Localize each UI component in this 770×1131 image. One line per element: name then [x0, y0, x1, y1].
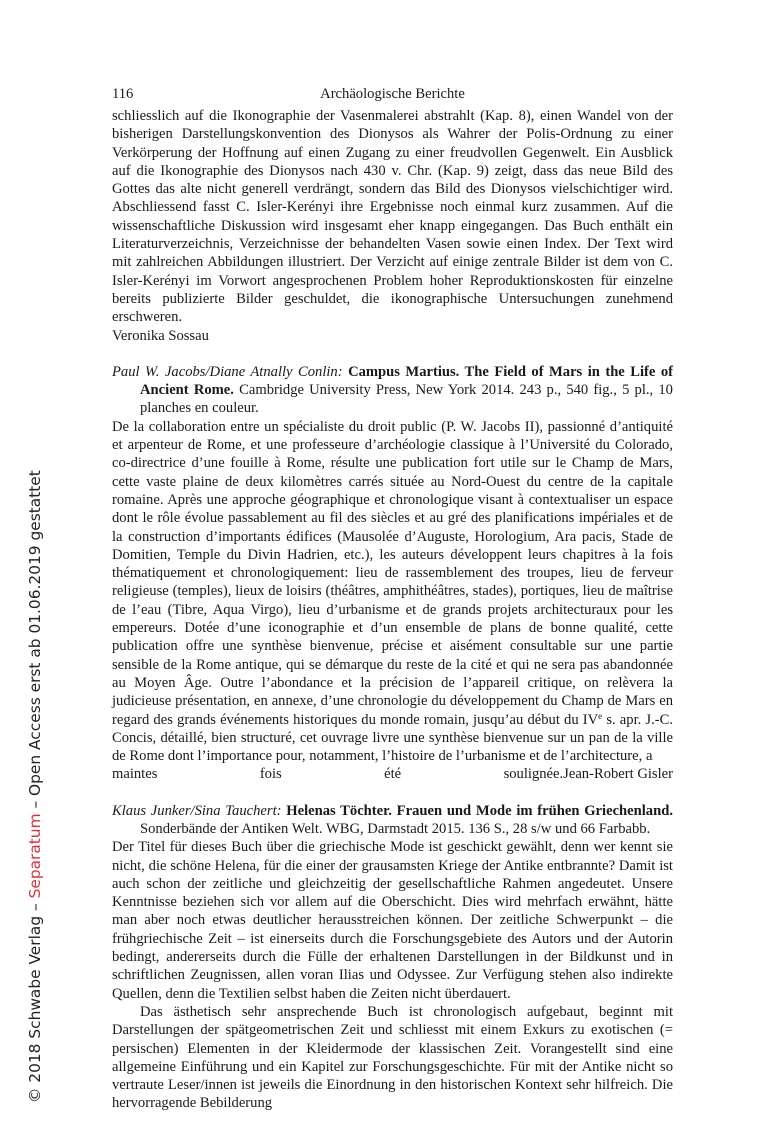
review2-body: De la collaboration entre un spécialiste du droit public (P. W. Jacobs II), passionné d’antiquité et arpenteur de Rome, et une professeure d’archéologie classique à l’Université du Colorado, co-directrice d’une fouille à Rome, résulte une publication fort utile sur le Champ de Mars, cette vaste plaine de deux kilomètres carrés située au Nord-Ouest du centre de la capitale romaine. Après une approche géographique et chronologique visant à contextualiser un espace dont le rôle évolue passablement au fil des siècles et au gré des planifications impériales et de la construction d’importants édifices (Mausolée d’Auguste, Horologium, Ara pacis, Stade de Domitien, Temple du Divin Hadrien, etc.), les auteurs développent leurs chapitres à la fois thématiquement et chronologiquement: lieu de rassemblement des troupes, lieu de ferveur religieuse (temples), lieux de loisirs (théâtres, amphithéâtres, stades), portiques, lieu de maîtrise de l’eau (Tibre, Aqua Virgo), lieu d’urbanisme et de grands projets architecturaux pour les empereurs. Dotée d’une iconographie et d’un ensemble de plans de bonne qualité, cette publication offre une synthèse bienvenue, précise et aisément consultable sur une partie sensible de la Rome antique, qui se démarque du reste de la cité et qui ne sera pas abandonnée au Moyen Âge. Outre l’abondance et la précision de l’appareil critique, on relèvera la judicieuse présentation, en annexe, d’une chronologie du développement du Champ de Mars en regard des grands événements historiques du monde romain, jusqu’au début du IVe s. apr. J.-C. Concis, détaillé, bien structuré, cet ouvrage livre une synthèse bienvenue sur un pan de la ville de Rome dont l’importance pour, notamment, l’histoire de l’urbanisme et de l’architecture, a [112, 418, 673, 765]
review3-paragraph-1: Der Titel für dieses Buch über die griechische Mode ist geschickt gewählt, denn wer kennt sie nicht, die schöne Helena, für die einer der grausamsten Kriege der Antike entbrannte? Damit ist auch schon der zeitliche und gleichzeitig der gesellschaftliche Rahmen angedeutet. Unsere Kenntnisse beziehen sich vor allem auf die Oberschicht. Dies wird mehrfach erwähnt, hätte man aber noch etwas deutlicher herausstreichen können. Der zeitliche Schwerpunkt – die frühgriechische Zeit – ist einerseits durch die Forschungsgebiete des Autors und der Autorin bedingt, andererseits durch die Fülle der erhaltenen Darstellungen in der Bildkunst und in schriftlichen Zeugnissen, allen voran Ilias und Odyssee. Zur Verfügung stehen also indirekte Quellen, denn die Textilien selbst haben die Zeiten nicht überdauert. [112, 839, 673, 1002]
review3-authors: Klaus Junker/Sina Tauchert: [112, 802, 282, 819]
review1-continuation: schliesslich auf die Ikonographie der Vasenmalerei abstrahlt (Kap. 8), einen Wandel von der bisherigen Darstellungskonvention des Dionysos als Wahrer der Polis-Ordnung zu einer Verkörperung der Hoffnung auf einen Zugang zu einer freudvollen Gegenwelt. Ein Ausblick auf die Ikonographie des Dionysos nach 430 v. Chr. (Kap. 9) zeigt, dass das neue Bild des Gottes das alte nicht generell verdrängt, sondern das Bild des Dionysos vielschichtiger wird. Abschliessend fasst C. Isler-Kerényi ihre Ergebnisse noch einmal kurz zusammen. Auf die wissenschaftliche Diskussion wird insgesamt eher knapp eingegangen. Das Buch enthält ein Literaturverzeichnis, Verzeichnisse der behandelten Vasen sowie einen Index. Der Text wird mit zahlreichen Abbildungen illustriert. Der Verzicht auf einige zentrale Bilder ist dem von C. Isler-Kerényi im Vorwort angesprochenen Problem hoher Reproduktionskosten für einzelne bereits publizierte Bilder geschuldet, die ikonographische Untersuchungen zunehmend erschweren. [112, 108, 673, 326]
copyright-side-note [22, 470, 48, 1103]
running-header [112, 84, 673, 104]
page-number: 116 [112, 86, 134, 102]
review2-authors: Paul W. Jacobs/Diane Atnally Conlin: [112, 363, 343, 380]
review3-details: Sonderbände der Antiken Welt. WBG, Darmstadt 2015. 136 S., 28 s/w und 66 Farbabb. [140, 820, 651, 837]
review2-title: Campus Martius. The Field of Mars in the Life of Ancient Rome. [140, 363, 673, 399]
review2-details: Cambridge University Press, New York 2014. 243 p., 540 fig., 5 pl., 10 planches en couleur. [140, 382, 673, 417]
review3-title: Helenas Töchter. Frauen und Mode im frühen Griechenland. [286, 802, 673, 819]
separatum-label: Separatum [26, 813, 44, 899]
page-content [112, 107, 673, 1113]
review1-reviewer: Veronika Sossau [112, 327, 209, 344]
review2-body-end: maintes fois été soulignée. [112, 766, 564, 783]
copyright-text: © 2018 Schwabe Verlag – [26, 898, 44, 1103]
running-head-title: Archäologische Berichte [320, 86, 465, 102]
review2-reviewer: Jean-Robert Gisler [563, 766, 673, 783]
review3-paragraph-2: Das ästhetisch sehr ansprechende Buch ist chronologisch aufgebaut, beginnt mit Darstellungen der spätgeometrischen Zeit und schliesst mit einem Exkurs zu exotischen (= persischen) Elementen in der Kleidermode der klassischen Zeit. Vorangestellt sind eine allgemeine Einführung und ein Kapitel zur Forschungsgeschichte. Für mit der Antike nicht so vertraute Leser/innen ist jeweils die Einordnung in den historischen Kontext sehr hilfreich. Die hervorragende Bebilderung [112, 1003, 673, 1112]
review2-citation [112, 363, 673, 418]
review3-citation [112, 802, 673, 839]
open-access-text: – Open Access erst ab 01.06.2019 gestattet [26, 470, 44, 814]
review2-closing [112, 765, 673, 783]
